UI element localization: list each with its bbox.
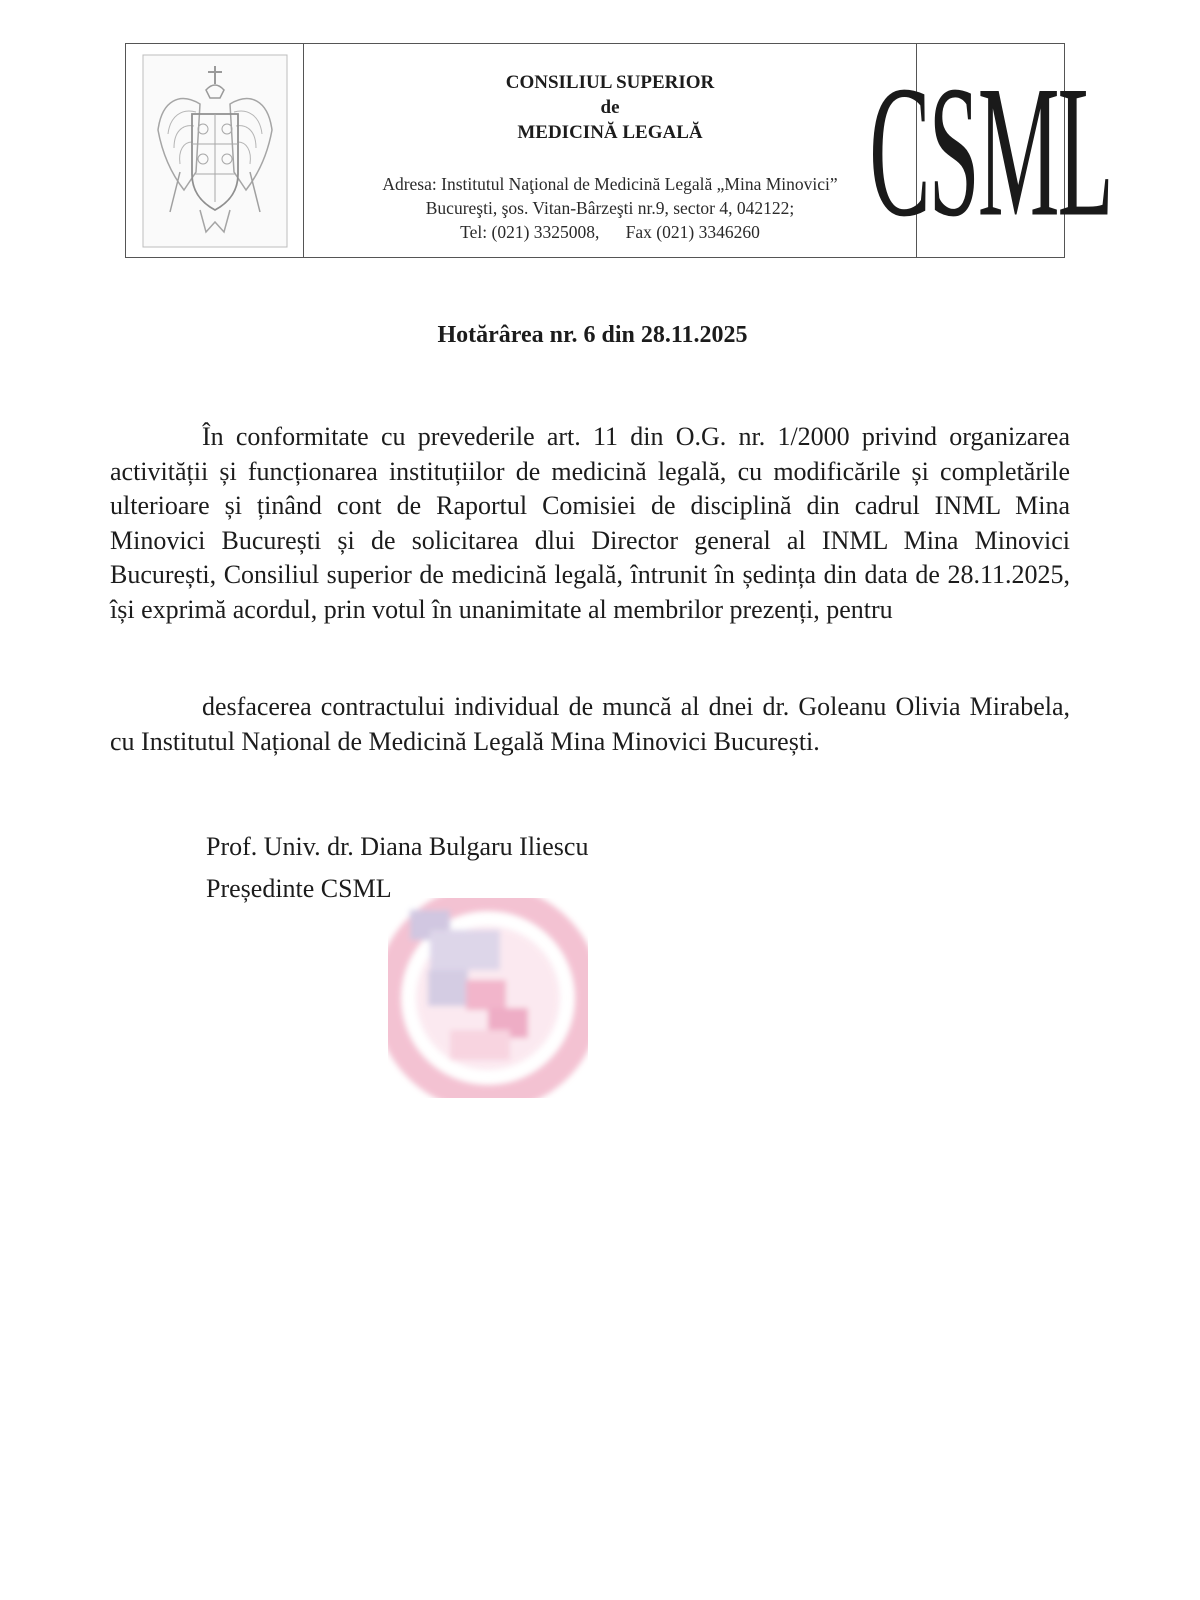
address-block	[304, 172, 916, 244]
romanian-coat-of-arms-icon	[140, 52, 290, 250]
csml-logo	[869, 44, 1112, 257]
crest-cell	[126, 44, 304, 257]
official-seal-stamp	[370, 880, 610, 1115]
body-paragraph-1: În conformitate cu prevederile art. 11 din O.G. nr. 1/2000 privind organizarea activității și funcționarea instituțiilor de medicină legală, cu modificările și completările ulterioare și ținând cont de Raportul Comisiei de disciplină din cadrul INML Mina Minovici București și de solicitarea dlui Director general al INML Mina Minovici București, Consiliul superior de medicină legală, întrunit în ședința din data de 28.11.2025, își exprimă acordul, prin votul în unanimitate al membrilor prezenți, pentru	[110, 422, 1070, 624]
csml-logo-text: CSML	[869, 45, 1112, 256]
address-line1: Adresa: Institutul Naţional de Medicină Legală „Mina Minovici”	[382, 174, 838, 194]
institution-name-line3: MEDICINĂ LEGALĂ	[517, 122, 703, 143]
letterhead	[125, 43, 1112, 258]
decision-title: Hotărârea nr. 6 din 28.11.2025	[437, 322, 748, 348]
signatory-role: Președinte CSML	[206, 874, 392, 903]
address-line2: Bucureşti, şos. Vitan-Bârzeşti nr.9, sector 4, 042122;	[425, 198, 795, 218]
institution-info	[304, 44, 916, 257]
contact-line: Tel: (021) 3325008, Fax (021) 3346260	[460, 222, 760, 242]
body-paragraph-2: desfacerea contractului individual de muncă al dnei dr. Goleanu Olivia Mirabela, cu Institutul Național de Medicină Legală Mina Minovici București.	[110, 692, 1070, 756]
institution-name-line2: de	[600, 97, 620, 118]
institution-name-line1: CONSILIUL SUPERIOR	[505, 72, 715, 93]
signatory-name: Prof. Univ. dr. Diana Bulgaru Iliescu	[206, 832, 589, 861]
